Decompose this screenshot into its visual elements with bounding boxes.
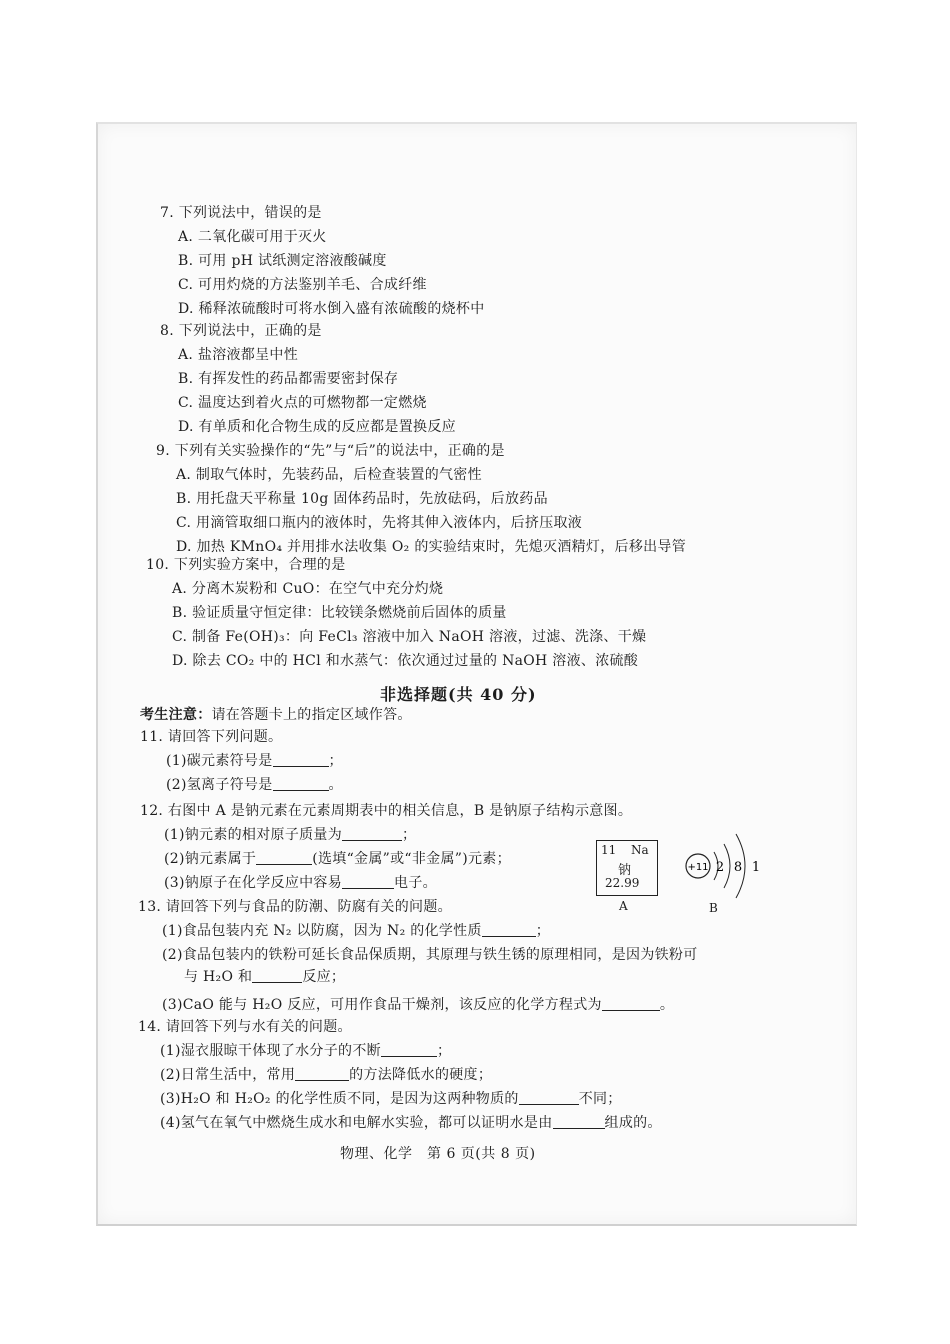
element-number: 11 xyxy=(601,843,617,857)
section-note-text: 请在答题卡上的指定区域作答。 xyxy=(211,707,412,723)
sodium-element-cell xyxy=(596,840,658,896)
q13-part-3: (3)CaO 能与 H₂O 反应，可用作食品干燥剂，该反应的化学方程式为 。 xyxy=(162,997,675,1013)
shell-2-count: 8 xyxy=(733,860,743,875)
q7-option-d: D. 稀释浓硫酸时可将水倒入盛有浓硫酸的烧杯中 xyxy=(178,301,485,317)
q13-part-2-cont: 与 H₂O 和 反应； xyxy=(184,969,346,985)
figure-label-a: A xyxy=(619,899,628,913)
q10-option-c: C. 制备 Fe(OH)₃：向 FeCl₃ 溶液中加入 NaOH 溶液，过滤、洗涤、干燥 xyxy=(172,629,647,645)
q14-stem: 14. 请回答下列与水有关的问题。 xyxy=(138,1019,352,1035)
q10-option-b: B. 验证质量守恒定律：比较镁条燃烧前后固体的质量 xyxy=(172,605,507,621)
q10-option-d: D. 除去 CO₂ 中的 HCl 和水蒸气：依次通过过量的 NaOH 溶液、浓硫酸 xyxy=(172,653,639,669)
q14-part-1: (1)湿衣服晾干体现了水分子的不断 ； xyxy=(160,1043,452,1059)
q9-option-a: A. 制取气体时，先装药品，后检查装置的气密性 xyxy=(176,467,482,483)
q12-stem: 12. 右图中 A 是钠元素在元素周期表中的相关信息，B 是钠原子结构示意图。 xyxy=(140,803,633,819)
electron-shell-2 xyxy=(724,844,730,888)
section-note xyxy=(140,706,412,724)
q12-blank-2 xyxy=(256,850,312,865)
q12-part-3: (3)钠原子在化学反应中容易 电子。 xyxy=(164,875,437,891)
q14-part-3: (3)H₂O 和 H₂O₂ 的化学性质不同，是因为这两种物质的 不同； xyxy=(160,1091,622,1107)
q13-blank-1 xyxy=(482,922,536,937)
figure-label-b: B xyxy=(709,901,718,915)
q8-option-d: D. 有单质和化合物生成的反应都是置换反应 xyxy=(178,419,456,435)
section-note-label: 考生注意： xyxy=(140,707,212,723)
q9-option-d: D. 加热 KMnO₄ 并用排水法收集 O₂ 的实验结束时，先熄灭酒精灯，后移出导管 xyxy=(176,539,687,555)
q12-part-2: (2)钠元素属于 (选填“金属”或“非金属”)元素； xyxy=(164,851,511,867)
q8-option-c: C. 温度达到着火点的可燃物都一定燃烧 xyxy=(178,395,427,411)
q9-option-c: C. 用滴管取细口瓶内的液体时，先将其伸入液体内，后挤压取液 xyxy=(176,515,583,531)
q11-stem: 11. 请回答下列问题。 xyxy=(140,729,283,745)
element-mass: 22.99 xyxy=(605,876,640,890)
q7-option-a: A. 二氧化碳可用于灭火 xyxy=(178,229,327,245)
q12-part-1: (1)钠元素的相对原子质量为 ； xyxy=(164,827,417,843)
q8-option-b: B. 有挥发性的药品都需要密封保存 xyxy=(178,371,399,387)
q9-option-b: B. 用托盘天平称量 10g 固体药品时，先放砝码，后放药品 xyxy=(176,491,548,507)
sodium-atom-diagram xyxy=(680,830,770,902)
nucleus-charge: +11 xyxy=(687,862,709,873)
q8-option-a: A. 盐溶液都呈中性 xyxy=(178,347,299,363)
q14-blank-3 xyxy=(519,1090,579,1105)
q11-part-1: (1)碳元素符号是 ； xyxy=(166,753,343,769)
element-name: 钠 xyxy=(618,863,632,878)
section-title: 非选择题(共 40 分) xyxy=(380,685,537,704)
q12-blank-1 xyxy=(342,826,402,841)
q7-option-c: C. 可用灼烧的方法鉴别羊毛、合成纤维 xyxy=(178,277,427,293)
q14-blank-2 xyxy=(295,1066,349,1081)
page-footer: 物理、化学 第 6 页(共 8 页) xyxy=(340,1146,536,1162)
q9-stem: 9. 下列有关实验操作的“先”与“后”的说法中，正确的是 xyxy=(156,443,505,459)
q13-part-2: (2)食品包装内的铁粉可延长食品保质期，其原理与铁生锈的原理相同，是因为铁粉可 xyxy=(162,947,698,963)
q14-blank-4 xyxy=(553,1114,605,1129)
q7-stem: 7. 下列说法中，错误的是 xyxy=(160,205,322,221)
q10-option-a: A. 分离木炭粉和 CuO：在空气中充分灼烧 xyxy=(172,581,444,597)
q13-part-1: (1)食品包装内充 N₂ 以防腐，因为 N₂ 的化学性质 ； xyxy=(162,923,551,939)
q14-part-4: (4)氢气在氧气中燃烧生成水和电解水实验，都可以证明水是由 组成的。 xyxy=(160,1115,662,1131)
q10-stem: 10. 下列实验方案中，合理的是 xyxy=(146,557,346,573)
q12-blank-3 xyxy=(342,874,394,889)
q13-blank-2 xyxy=(252,968,302,983)
q11-blank-1 xyxy=(273,752,329,767)
q8-stem: 8. 下列说法中，正确的是 xyxy=(160,323,322,339)
shell-3-count: 1 xyxy=(751,860,761,875)
q11-part-2: (2)氢离子符号是 。 xyxy=(166,777,343,793)
q11-blank-2 xyxy=(273,776,329,791)
q7-option-b: B. 可用 pH 试纸测定溶液酸碱度 xyxy=(178,253,387,269)
shell-1-count: 2 xyxy=(715,860,725,875)
element-symbol: Na xyxy=(631,843,649,857)
q14-part-2: (2)日常生活中，常用 的方法降低水的硬度； xyxy=(160,1067,493,1083)
q14-blank-1 xyxy=(381,1042,437,1057)
q13-stem: 13. 请回答下列与食品的防潮、防腐有关的问题。 xyxy=(138,899,452,915)
q13-blank-3 xyxy=(602,996,660,1011)
